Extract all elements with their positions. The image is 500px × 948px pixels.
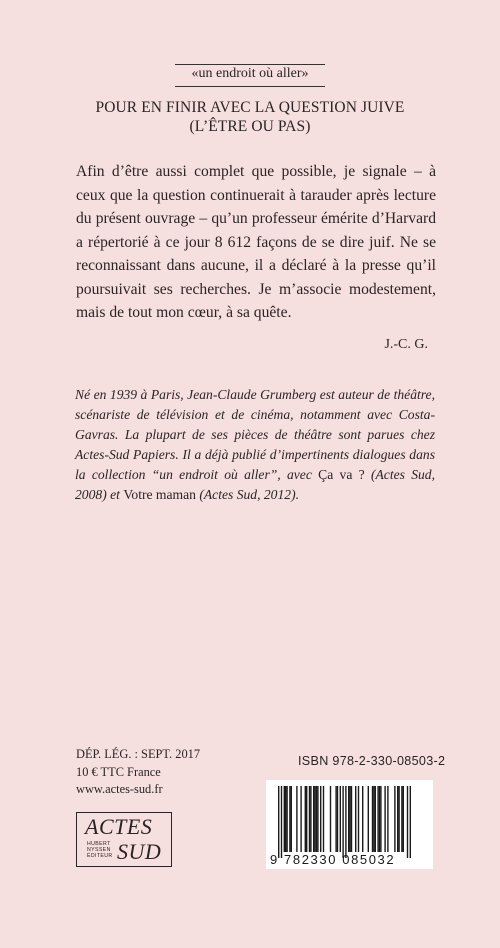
barcode-digits: 9 782330 085032 [270,852,396,867]
barcode-bar [330,786,331,852]
barcode-bar [300,786,301,852]
series-label: «un endroit où aller» [191,66,309,81]
series-rule-top [175,64,325,65]
barcode-bar [368,786,369,852]
legal-deposit: DÉP. LÉG. : SEPT. 2017 [76,747,201,761]
barcode-bar [410,786,411,858]
barcode-bar [335,786,336,852]
bio-title-2: Votre maman [123,487,196,502]
barcode-bar [349,786,350,852]
barcode-bar [337,786,338,852]
barcode-bar [323,786,324,852]
barcode-bar [372,786,373,852]
barcode-bar [342,786,343,858]
signature: J.-C. G. [384,337,428,352]
barcode-graphic [266,780,433,869]
bio-text-1: Né en 1939 à Paris, Jean-Claude Grumberg est auteur de théâtre, scénariste de télévision et de cinéma, notamment avec Costa-Gavras. La plupart de ses pièces de théâtre sont parues chez Actes-Sud Papiers. Il a déjà publié d’impertinents dialogues dans la collection “un endroit où aller”, avec [75,387,435,482]
barcode-bar [284,786,285,852]
barcode-bar [316,786,317,852]
book-title [0,98,500,136]
barcode-bar [289,786,290,852]
legal-info [76,746,200,799]
logo-actes: ACTES [85,814,153,839]
barcode-bar [377,786,378,852]
logo-editeur: ÉDITEUR [87,853,113,859]
isbn: ISBN 978-2-330-08503-2 [298,754,446,768]
barcode-bar [380,786,381,852]
barcode [266,780,433,869]
barcode-bar [375,786,376,852]
barcode-bar [397,786,398,852]
barcode-bar [281,786,282,858]
bio-text-2: (Actes Sud, 2008) et [75,467,435,502]
barcode-bar [278,786,279,858]
price: 10 € TTC France [76,764,161,779]
barcode-bar [320,786,321,852]
barcode-bar [407,786,408,858]
barcode-bar [362,786,363,852]
barcode-bar [355,786,356,852]
barcode-bar [401,786,402,852]
barcode-bar [384,786,385,852]
logo-hubert: HUBERT [87,841,111,847]
title-line-1: POUR EN FINIR AVEC LA QUESTION JUIVE [95,99,405,116]
publisher-logo [76,812,172,867]
barcode-bar [351,786,352,852]
website-link[interactable]: www.actes-sud.fr [76,782,163,796]
title-line-2: (L’ÊTRE OU PAS) [189,118,311,135]
barcode-bar [394,786,395,852]
logo-sud: SUD [117,839,162,864]
barcode-bar [348,786,349,852]
barcode-bar [296,786,297,852]
bio-title-1: Ça va ? [318,467,365,482]
blurb-paragraph: Afin d’être aussi complet que possible, je signale – à ceux que la question continuerait à tarauder après lecture du présent ouvrage – qu’un professeur émérite d’Harvard a répertorié à ce jour 8 612 façons de se dire juif. Ne se reconnaissant dans aucune, il a déclaré à la presse qu’il poursuivait ses recherches. Je m’associe modestement, mais de tout mon cœur, à sa quête. [76,163,436,321]
logo-nyssen: NYSSEN [87,847,111,853]
barcode-bar [358,786,359,852]
barcode-bar [317,786,318,852]
series-rule-bottom [175,86,325,87]
barcode-bar [305,786,306,852]
barcode-bar [310,786,311,852]
barcode-bar [345,786,346,858]
barcode-bar [398,786,399,852]
barcode-bar [387,786,388,852]
author-bio [75,385,435,505]
barcode-bar [314,786,315,852]
barcode-bar [403,786,404,852]
barcode-bar [373,786,374,852]
barcode-bar [291,786,292,852]
barcode-bar [309,786,310,852]
barcode-bar [285,786,286,852]
bio-text-3: (Actes Sud, 2012). [195,487,299,502]
barcode-bar [340,786,341,852]
barcode-bar [379,786,380,852]
barcode-bar [306,786,307,852]
blurb [76,160,436,325]
barcode-bar [286,786,287,852]
barcode-bar [313,786,314,852]
